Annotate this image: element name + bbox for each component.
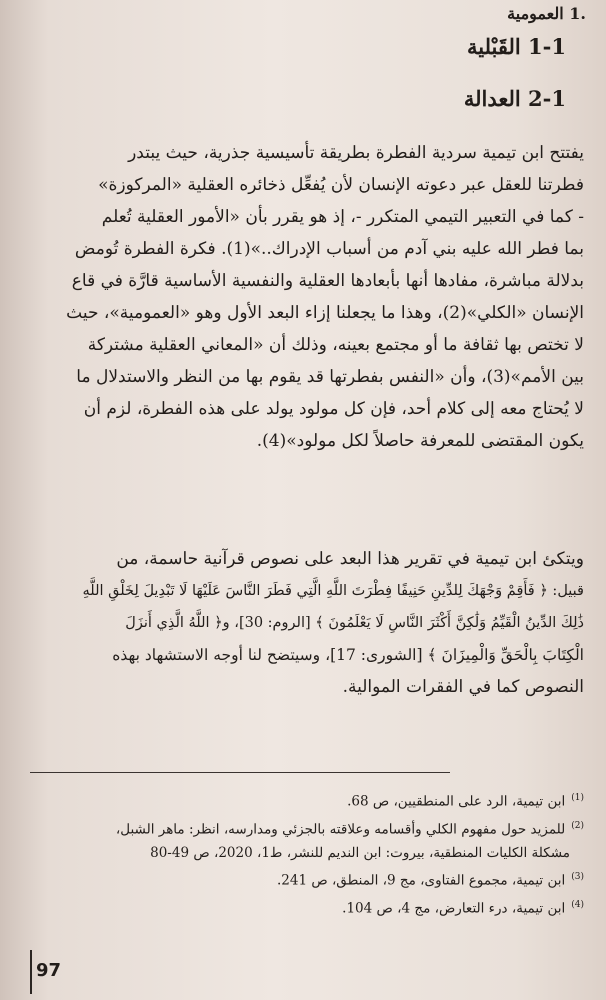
footnote-divider [30, 772, 450, 773]
paragraph-line: ويتكئ ابن تيمية في تقرير هذا البعد على نصوص قرآنية حاسمة، من [116, 549, 584, 569]
section-heading: .1 العمومية [507, 4, 586, 23]
quran-line: الْكِتَابَ بِالْحَقِّ وَالْمِيزَانَ ﴾ [الشورى: 17]، وسيتضح لنا أوجه الاستشهاد بهذه [112, 646, 584, 664]
footnote-1 [36, 786, 584, 814]
page-number: 97 [36, 960, 62, 981]
paragraph-2 [36, 543, 584, 703]
quran-line: ذَٰلِكَ الدِّينُ الْقَيِّمُ وَلَٰكِنَّ أَكْثَرَ النَّاسِ لَا يَعْلَمُونَ ﴾ [الروم: 30]، و﴿ اللَّهُ الَّذِي أَنزَلَ [125, 615, 584, 631]
paragraph-line: لا تختص بها ثقافة ما أو مجتمع بعينه، وذلك أن «المعاني العقلية مشتركة [87, 335, 584, 355]
footnote-number: (3) [571, 872, 584, 882]
footnote-number: (1) [571, 793, 584, 803]
footnote-number: (4) [571, 899, 584, 910]
paragraph-line: يفتتح ابن تيمية سردية الفطرة بطريقة تأسيسية جذرية، حيث يبتدر [128, 143, 584, 163]
quran-line: قبيل: ﴿ فَأَقِمْ وَجْهَكَ لِلدِّينِ حَنِيفًا فِطْرَتَ اللَّهِ الَّتِي فَطَرَ النَّاسَ عَلَيْهَا لَا تَبْدِيلَ لِخَلْقِ اللَّهِ [82, 583, 584, 599]
book-page [30, 0, 596, 1000]
paragraph-line: بدلالة مباشرة، مفادها أنها بأبعادها العقلية والنفسية الأساسية قارَّة في قاع [71, 271, 584, 291]
footnote-text: ابن تيمية، درء التعارض، مج 4، ص 104. [342, 900, 566, 916]
footnote-4 [36, 893, 584, 921]
footnote-text: ابن تيمية، الرد على المنطقيين، ص 68. [347, 793, 566, 810]
paragraph-line: يكون المقتضى للمعرفة حاصلاً لكل مولود»(4). [256, 431, 584, 451]
paragraph-line: بما فطر الله عليه بني آدم من أسباب الإدراك..»(1). فكرة الفطرة تُومض [74, 239, 584, 259]
footnote-2 [36, 814, 584, 866]
paragraph-line: - كما في التعبير التيمي المتكرر -، إذ هو يقرر بأن «الأمور العقلية تُعلم [101, 207, 584, 227]
paragraph-line: الإنسان «الكلي»(2)، وهذا ما يجعلنا إزاء البعد الأول وهو «العمومية»، حيث [66, 303, 584, 323]
paragraph-line: لا يُحتاج معه إلى كلام أحد، فإن كل مولود يولد على هذه الفطرة، لزم أن [83, 399, 584, 419]
footnote-text-continued: مشكلة الكليات المنطقية، بيروت: ابن النديم للنشر، ط1، 2020، ص 49-80 [150, 845, 570, 861]
subheading-adala: 2-1 العدالة [463, 86, 566, 111]
footnote-text: للمزيد حول مفهوم الكلي وأقسامه وعلاقته بالجزئي ومدارسه، انظر: ماهر الشبل، [115, 821, 566, 837]
paragraph-1 [36, 137, 584, 457]
paragraph-line: بين الأمم»(3)، وأن «النفس بفطرتها قد يقوم بها من النظر والاستدلال ما [76, 367, 584, 387]
footnote-3 [36, 865, 584, 893]
page-number-bar [30, 950, 32, 994]
paragraph-line: فطرتنا للعقل عبر دعوته الإنسان لأن يُفعِّل ذخائره العقلية «المركوزة» [98, 175, 584, 195]
paragraph-line: النصوص كما في الفقرات الموالية. [342, 677, 584, 697]
subheading-qabliya: 1-1 القَبْلية [466, 34, 566, 59]
footnote-number: (2) [571, 820, 584, 831]
footnote-text: ابن تيمية، مجموع الفتاوى، مج 9، المنطق، ص 241. [276, 872, 566, 889]
footnotes [36, 786, 584, 920]
